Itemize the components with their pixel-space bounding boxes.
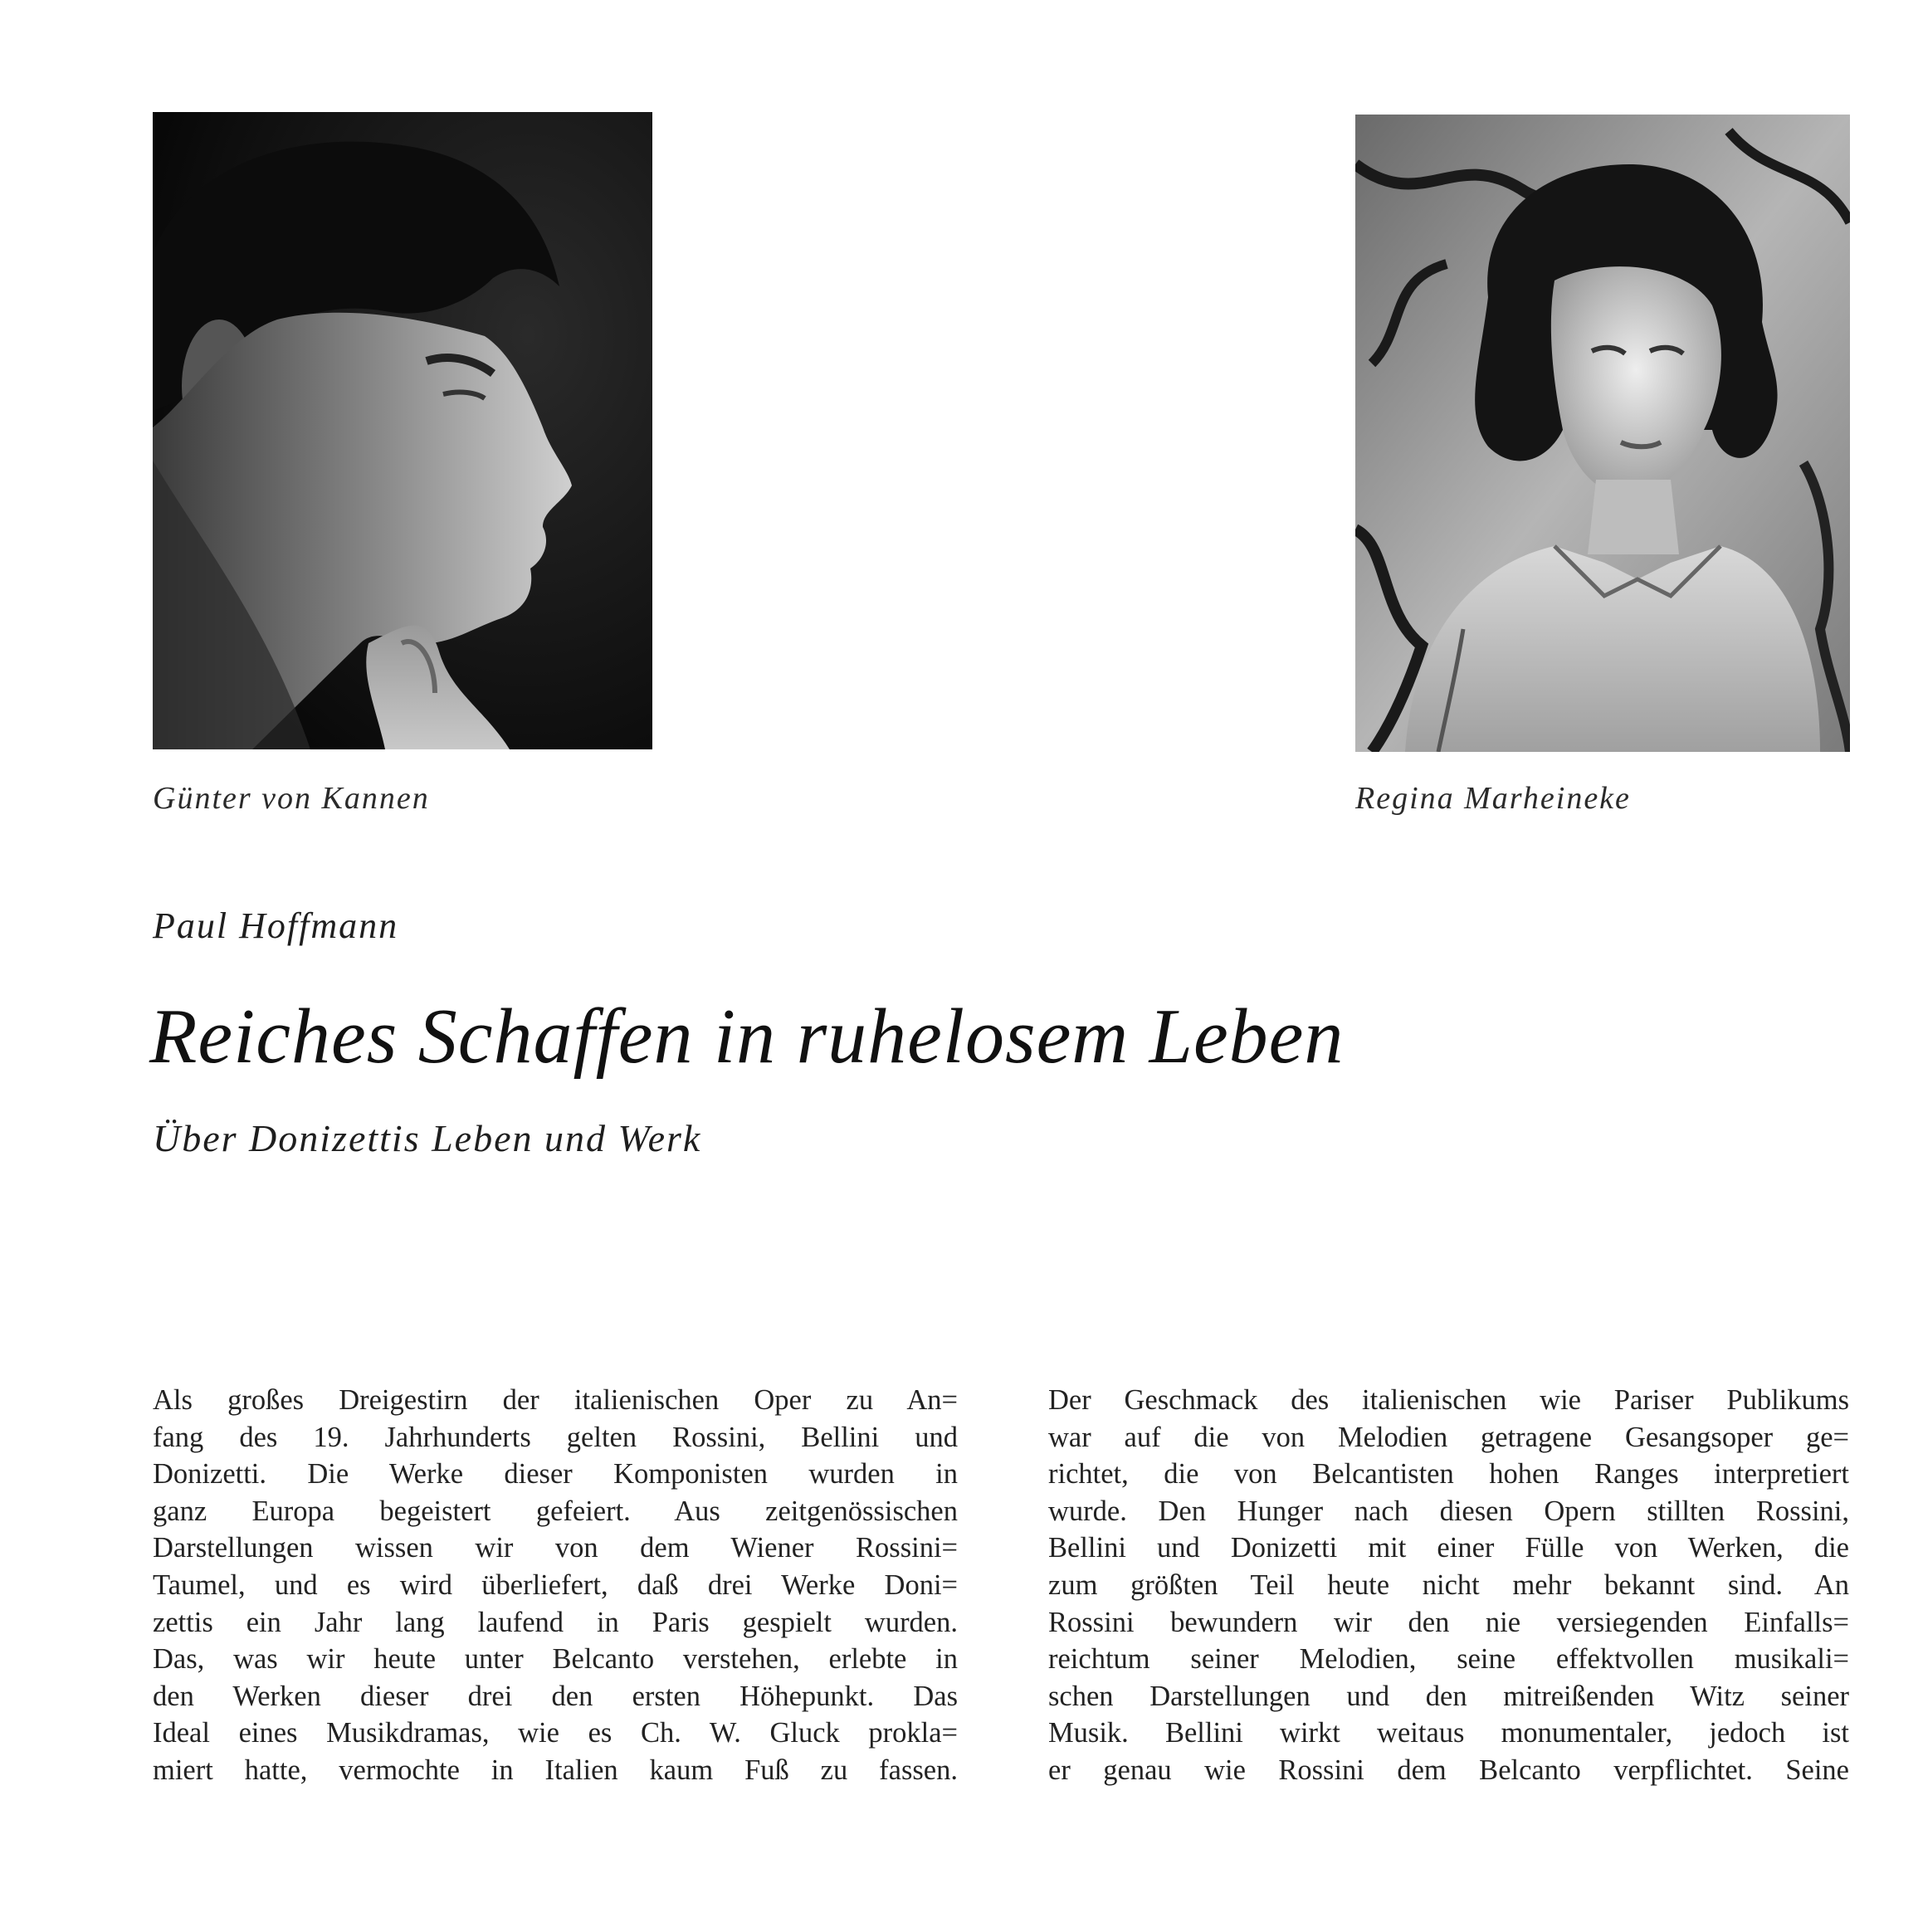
body-line: reichtum seiner Melodien, seine effektvollen musikali= — [1048, 1643, 1849, 1676]
article-subtitle: Über Donizettis Leben und Werk — [153, 1117, 702, 1159]
body-line: Taumel, und es wird überliefert, daß drei Werke Doni= — [153, 1569, 958, 1601]
body-line: ganz Europa begeistert gefeiert. Aus zeitgenössischen — [153, 1495, 958, 1527]
portrait-man-image — [153, 112, 652, 749]
body-line: zum größten Teil heute nicht mehr bekannt sind. An — [1048, 1569, 1849, 1601]
article-title: Reiches Schaffen in ruhelosem Leben — [149, 993, 1345, 1080]
portrait-photo-right — [1355, 115, 1850, 752]
body-line: Der Geschmack des italienischen wie Pariser Publikums — [1048, 1384, 1849, 1416]
body-line: Darstellungen wissen wir von dem Wiener Rossini= — [153, 1532, 958, 1564]
body-line: richtet, die von Belcantisten hohen Ranges interpretiert — [1048, 1458, 1849, 1490]
photo-caption-left: Günter von Kannen — [153, 781, 430, 816]
body-column-left — [153, 1382, 958, 1789]
body-line: er genau wie Rossini dem Belcanto verpflichtet. Seine — [1048, 1754, 1849, 1786]
body-line: wurde. Den Hunger nach diesen Opern stillten Rossini, — [1048, 1495, 1849, 1527]
body-line: Musik. Bellini wirkt weitaus monumentaler, jedoch ist — [1048, 1717, 1849, 1749]
body-line: Als großes Dreigestirn der italienischen Oper zu An= — [153, 1384, 958, 1416]
body-column-right — [1048, 1382, 1849, 1789]
body-line: Ideal eines Musikdramas, wie es Ch. W. Gluck prokla= — [153, 1717, 958, 1749]
body-line: zettis ein Jahr lang laufend in Paris gespielt wurden. — [153, 1606, 958, 1638]
body-line: Donizetti. Die Werke dieser Komponisten wurden in — [153, 1458, 958, 1490]
body-line: Bellini und Donizetti mit einer Fülle von Werken, die — [1048, 1532, 1849, 1564]
portrait-woman-image — [1355, 115, 1850, 752]
portrait-photo-left — [153, 112, 652, 749]
body-line: Das, was wir heute unter Belcanto verstehen, erlebte in — [153, 1643, 958, 1676]
body-line: Rossini bewundern wir den nie versiegenden Einfalls= — [1048, 1606, 1849, 1638]
body-line: den Werken dieser drei den ersten Höhepunkt. Das — [153, 1680, 958, 1712]
photo-caption-right: Regina Marheineke — [1355, 781, 1631, 816]
body-line: schen Darstellungen und den mitreißenden Witz seiner — [1048, 1680, 1849, 1712]
body-line: miert hatte, vermochte in Italien kaum Fuß zu fassen. — [153, 1754, 958, 1786]
body-line: fang des 19. Jahrhunderts gelten Rossini, Bellini und — [153, 1421, 958, 1453]
article-author: Paul Hoffmann — [153, 905, 399, 946]
body-line: war auf die von Melodien getragene Gesangsoper ge= — [1048, 1421, 1849, 1453]
